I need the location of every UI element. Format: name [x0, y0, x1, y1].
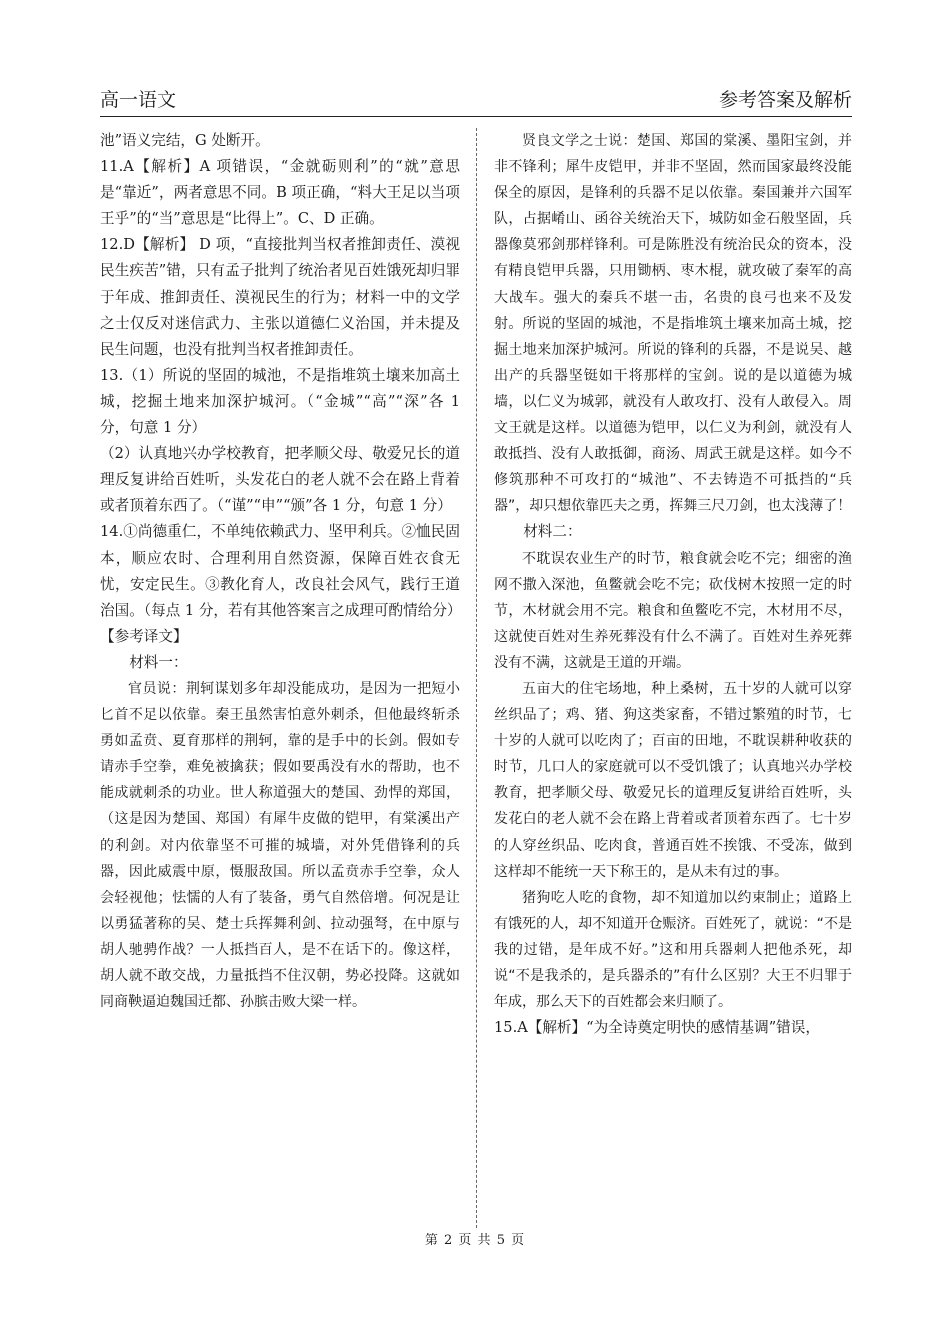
paragraph: 官员说：荆轲谋划多年却没能成功，是因为一把短小匕首不足以依靠。秦王虽然害怕意外刺杀，但他最终斩杀勇如孟贲、夏育那样的荆轲，靠的是手中的长剑。假如专请赤手空拳，难免被擒获；假如要禹没有水的帮助，也不能成就刺杀的功业。世人称道强大的楚国、劲悍的郑国，（这是因为楚国、郑国）有犀牛皮做的铠甲，有棠溪出产的利剑。对内依靠坚不可摧的城墙，对外凭借锋利的兵器，因此威震中原，慑服敌国。所以孟贲赤手空拳，众人会轻视他；怯懦的人有了装备，勇气自然倍增。何况是让以勇猛著称的吴、楚士兵挥舞利剑、拉动强弩，在中原与胡人驰骋作战？一人抵挡百人，是不在话下的。像这样，胡人就不敢交战，力量抵挡不住汉朝，势必投降。这就如同商鞅逼迫魏国迁都、孙膑击败大梁一样。 [100, 680, 460, 1011]
page-header [100, 86, 852, 117]
paragraph: 13.（1）所说的坚固的城池，不是指堆筑土壤来加高土城，挖掘土地来加深护城河。（“金城”“高”“深”各 1 分，句意 1 分） [100, 366, 460, 437]
right-column [494, 128, 852, 1041]
subject-title: 高一语文 [100, 89, 177, 111]
paragraph: 五亩大的住宅场地，种上桑树，五十岁的人就可以穿丝织品了；鸡、猪、狗这类家畜，不错过繁殖的时节，七十岁的人就可以吃肉了；百亩的田地，不耽误耕种收获的时节，几口人的家庭就可以不受饥饿了；认真地兴办学校教育，把孝顺父母、敬爱兄长的道理反复讲给百姓听，头发花白的老人就不会在路上背着或者顶着东西了。七十岁的人穿丝织品、吃肉食，普通百姓不挨饿、不受冻，做到这样却不能统一天下称王的，是从未有过的事。 [494, 680, 852, 880]
section-title: 参考答案及解析 [718, 89, 852, 111]
paragraph: 贤良文学之士说：楚国、郑国的棠溪、墨阳宝剑，并非不锋利；犀牛皮铠甲，并非不坚固，然而国家最终没能保全的原因，是锋利的兵器不足以依靠。秦国兼并六国军队，占据崤山、函谷关统治天下，城防如金石般坚固，兵器像莫邪剑那样锋利。可是陈胜没有统治民众的资本，没有精良铠甲兵器，只用锄柄、枣木棍，就攻破了秦军的高大战车。强大的秦兵不堪一击，名贵的良弓也来不及发射。所说的坚固的城池，不是指堆筑土壤来加高土城，挖掘土地来加深护城河。所说的锋利的兵器，不是说吴、越出产的兵器坚铤如干将那样的宝剑。说的是以道德为城墙，以仁义为城郭，就没有人敢攻打、没有人敢侵入。周文王就是这样。以道德为铠甲，以仁义为利剑，就没有人敢抵挡、没有人敢抵御，商汤、周武王就是这样。如今不修筑那种不可攻打的“城池”、不去铸造不可抵挡的“兵器”，却只想依靠匹夫之勇，挥舞三尺刀剑，也太浅薄了！ [494, 133, 852, 515]
paragraph: 材料一： [129, 653, 188, 671]
paragraph: 【参考译文】 [100, 627, 188, 645]
left-column [100, 128, 460, 1015]
paragraph: 15.A【解析】“为全诗奠定明快的感情基调”错误， [494, 1019, 820, 1037]
paragraph: （2）认真地兴办学校教育，把孝顺父母、敬爱兄长的道理反复讲给百姓听，头发花白的老人就不会在路上背着或者顶着东西了。（“谨”“申”“颁”各 1 分，句意 1 分） [100, 445, 460, 515]
paragraph: 池”语义完结，G 处断开。 [100, 132, 270, 149]
paragraph: 14.①尚德重仁，不单纯依赖武力、坚甲利兵。②恤民固本，顺应农时、合理利用自然资源，保障百姓衣食无忧，安定民生。③教化育人，改良社会风气，践行王道治国。（每点 1 分，若有其他答案言之成理可酌情给分） [100, 523, 462, 619]
paragraph: 猪狗吃人吃的食物，却不知道加以约束制止；道路上有饿死的人，却不知道开仓赈济。百姓死了，就说：“不是我的过错，是年成不好。”这和用兵器刺人把他杀死，却说“不是我杀的，是兵器杀的”有什么区别？大王不归罪于年成，那么天下的百姓都会来归顺了。 [494, 889, 852, 1011]
paragraph: 11.A【解析】A 项错误，“金就砺则利”的“就”意思是“靠近”，两者意思不同。B 项正确，“料大王足以当项王乎”的“当”意思是“比得上”。C、D 正确。 [100, 158, 460, 228]
paragraph: 12.D【解析】 D 项，“直接批判当权者推卸责任、漠视民生疾苦”错，只有孟子批判了统治者见百姓饿死却归罪于年成、推卸责任、漠视民生的行为；材料一中的文学之士仅反对迷信武力、主张以道德仁义治国，并未提及民生问题，也没有批判当权者推卸责任。 [100, 236, 460, 358]
paragraph: 不耽误农业生产的时节，粮食就会吃不完；细密的渔网不撒入深池，鱼鳖就会吃不完；砍伐树木按照一定的时节，木材就会用不完。粮食和鱼鳖吃不完，木材用不尽，这就使百姓对生养死葬没有什么不满了。百姓对生养死葬没有不满，这就是王道的开端。 [494, 550, 852, 671]
column-divider [476, 128, 477, 1228]
paragraph: 材料二： [523, 523, 582, 541]
page-number: 第 2 页 共 5 页 [424, 1233, 526, 1248]
